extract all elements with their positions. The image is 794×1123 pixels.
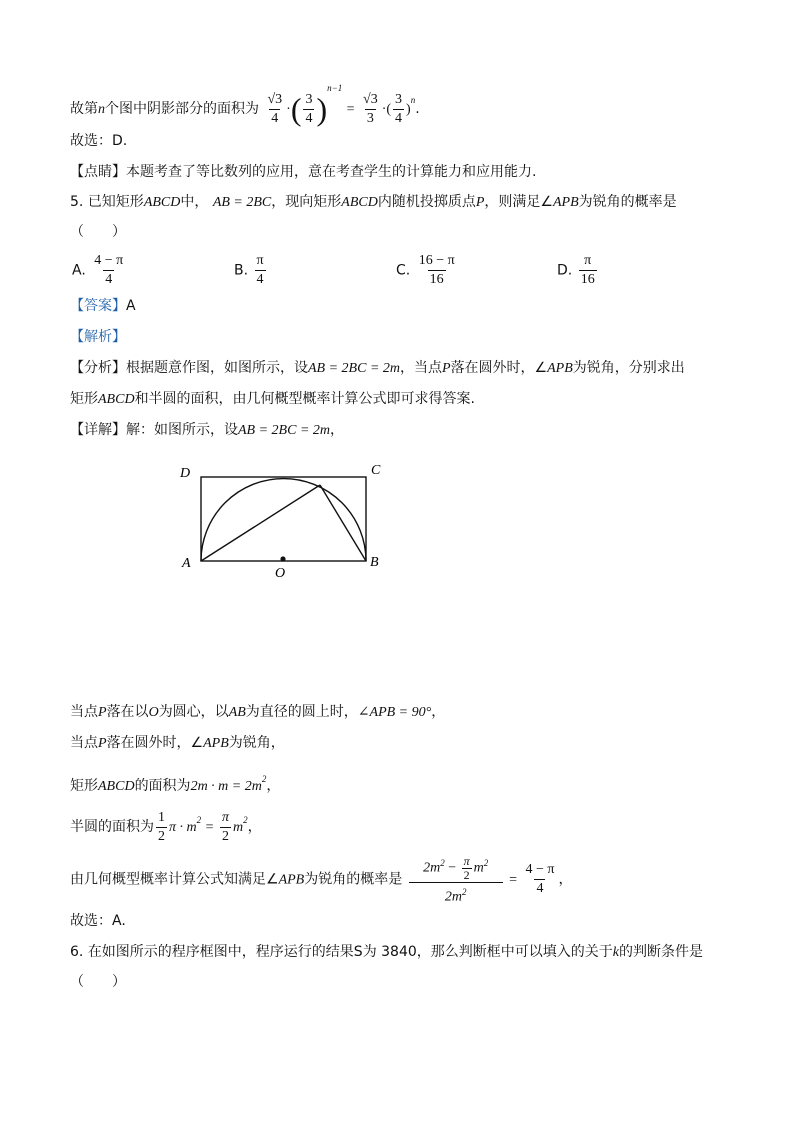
probability-fraction [409, 852, 503, 907]
text: 矩形 [70, 391, 98, 407]
text: 落在以 [106, 704, 149, 720]
text: 当点 [70, 735, 98, 751]
var-m: m [232, 820, 244, 835]
option-b[interactable] [234, 252, 268, 289]
option-a[interactable] [72, 252, 127, 289]
option-label: B. [234, 262, 249, 279]
step-1 [70, 702, 445, 723]
text: 中， [180, 194, 209, 210]
text: 为锐角，分别求出 [572, 360, 685, 376]
text: 半圆的面积为 [70, 819, 154, 835]
denominator: 4 [271, 110, 279, 126]
fraction-sqrt3-over-3 [361, 91, 380, 128]
fenxi-tag: 【分析】 [70, 360, 126, 376]
choose-a: 故选：A. [70, 913, 126, 929]
denominator: 3 [366, 110, 374, 126]
step-4 [70, 800, 262, 848]
text: 为直径的圆上时， [245, 704, 358, 720]
dianjing-line [70, 162, 536, 182]
var-m: m [473, 860, 484, 876]
fenxi-line-2 [70, 389, 475, 410]
text: 内随机投掷质点 [377, 194, 476, 210]
segment-pb [320, 485, 366, 561]
text: ， [247, 819, 262, 835]
denominator: 4 [256, 272, 264, 287]
denominator: 16 [580, 272, 595, 287]
var-p: P [442, 361, 451, 376]
dot: · [381, 102, 387, 117]
minus: − [448, 860, 457, 876]
equals: = [346, 102, 355, 117]
text: ， [266, 778, 281, 794]
fraction-3-over-4 [303, 91, 314, 128]
fraction-pi-over-2 [462, 855, 472, 882]
pi-m: π · m [169, 820, 197, 835]
var-abcd: ABCD [98, 392, 135, 407]
period: . [415, 101, 420, 117]
text: ，当点 [400, 360, 442, 376]
xiangjie-tag: 【详解】 [70, 422, 126, 438]
var-k: k [612, 945, 619, 960]
numerator: π [256, 253, 264, 268]
var-abcd: ABCD [143, 195, 181, 210]
denominator: 2 [158, 828, 165, 844]
option-fraction [255, 252, 266, 289]
exponent: 2 [261, 774, 267, 784]
numerator: 4 − π [94, 253, 124, 268]
fraction-sqrt3-over-4 [265, 91, 284, 128]
text: 故第 [70, 101, 98, 117]
xiangjie-line [70, 420, 344, 441]
exponent: 2 [243, 815, 248, 825]
text: 为锐角的概率是 [578, 194, 677, 210]
exponent: 2 [440, 858, 445, 868]
numerator: 3 [305, 91, 313, 107]
denominator [409, 882, 503, 907]
term: 2m [423, 860, 441, 876]
text: 落在圆外时，∠ [450, 360, 548, 376]
answer-value: A [126, 298, 136, 314]
text: 为锐角的概率是 [304, 871, 403, 888]
exponent: 2 [461, 886, 467, 897]
text: 落在圆外时，∠ [106, 735, 204, 751]
question-number: 5. [70, 194, 84, 210]
condition: AB = 2BC [212, 195, 272, 210]
dot: · [286, 102, 291, 117]
jiexi-line [70, 327, 126, 347]
condition: AB = 2BC = 2m [238, 423, 330, 438]
exponent: n−1 [327, 83, 343, 93]
term: 2m [444, 889, 462, 905]
text: 当点 [70, 704, 98, 720]
option-label: A. [72, 262, 86, 279]
left-paren-small: ( [386, 102, 392, 117]
result-fraction [523, 861, 556, 898]
fraction-half [156, 809, 167, 846]
var-ab: AB [228, 705, 246, 720]
text: 在如图所示的程序框图中，程序运行的结果S为 3840，那么判断框中可以填入的关于 [87, 944, 613, 960]
numerator: π [584, 253, 592, 268]
choose-d: 故选：D. [70, 133, 128, 149]
option-d[interactable] [557, 252, 599, 289]
option-fraction [92, 252, 125, 289]
denominator: 2 [463, 867, 470, 882]
numerator: √3 [267, 91, 283, 107]
text: ， [330, 422, 344, 438]
condition: AB = 2BC = 2m [308, 361, 400, 376]
exponent: 2 [483, 858, 489, 868]
numerator: √3 [363, 91, 378, 107]
geometry-figure [170, 455, 400, 589]
text: 解：如图所示，设 [126, 422, 238, 438]
var-apb: APB [547, 361, 573, 376]
exponent: n [410, 95, 416, 105]
text: ， [431, 704, 446, 720]
question-5-paren: （ ） [70, 224, 126, 240]
text: 已知矩形 [87, 194, 144, 210]
equation: 2m · m = 2m [190, 779, 262, 794]
denominator: 4 [536, 880, 544, 896]
text: 的判断条件是 [619, 944, 703, 960]
question-6-paren: （ ） [70, 974, 126, 990]
answer-tag: 【答案】 [70, 298, 126, 314]
left-paren: ( [290, 91, 302, 127]
step-5 [70, 852, 572, 907]
label-a: A [182, 556, 191, 571]
numerator: 4 − π [525, 861, 555, 877]
var-apb: APB [552, 195, 579, 210]
var-apb: APB [278, 872, 305, 888]
denominator: 2 [221, 828, 229, 844]
dianjing-tag: 【点睛】 [70, 164, 126, 180]
denominator: 16 [429, 272, 444, 287]
label-o: O [275, 566, 286, 581]
text: ，则满足∠ [484, 194, 553, 210]
var-p: P [475, 195, 485, 210]
text: 的面积为 [134, 778, 191, 794]
var-abcd: ABCD [98, 779, 135, 794]
fraction-3-over-4 [393, 91, 404, 128]
var-p: P [98, 736, 107, 751]
numerator [421, 852, 490, 882]
equation: ∠APB = 90° [357, 705, 432, 720]
center-point-o [280, 556, 285, 561]
label-d: D [180, 466, 191, 481]
equals: = [205, 820, 214, 835]
denominator: 4 [305, 110, 313, 126]
text: 为圆心，以 [158, 704, 229, 720]
var-apb: APB [203, 736, 229, 751]
numerator: π [221, 809, 229, 825]
numerator: 1 [158, 809, 165, 825]
var-o: O [148, 705, 159, 720]
segment-ap [201, 485, 320, 561]
area-formula-line [70, 78, 420, 128]
text: 为锐角， [228, 735, 285, 751]
fraction-pi-over-2 [220, 809, 231, 846]
numerator: π [463, 853, 470, 868]
option-c[interactable] [396, 252, 459, 289]
var-p: P [98, 705, 107, 720]
question-number: 6. [70, 944, 84, 960]
text: 矩形 [70, 778, 98, 794]
denominator: 4 [395, 110, 403, 126]
label-c: C [371, 463, 381, 478]
numerator: 3 [395, 91, 403, 107]
option-fraction [579, 252, 597, 289]
label-b: B [370, 555, 379, 570]
equals: = [509, 872, 518, 888]
option-label: D. [557, 262, 573, 279]
jiexi-tag: 【解析】 [70, 329, 126, 345]
option-label: C. [396, 262, 411, 279]
text: 根据题意作图，如图所示，设 [126, 360, 308, 376]
step-2 [70, 733, 285, 754]
step-3 [70, 769, 280, 797]
text: 个图中阴影部分的面积为 [105, 101, 259, 117]
question-5-line [70, 192, 677, 213]
right-paren: ) [316, 91, 328, 127]
rectangle-semicircle-diagram [170, 455, 400, 585]
numerator: 16 − π [418, 253, 455, 268]
denominator: 4 [105, 272, 113, 287]
var-abcd: ABCD [341, 195, 378, 210]
text: ， [558, 871, 573, 888]
exponent: 2 [196, 815, 202, 825]
answer-line [70, 296, 136, 316]
text: 由几何概型概率计算公式知满足∠ [70, 871, 279, 888]
dianjing-text: 本题考查了等比数列的应用，意在考查学生的计算能力和应用能力. [126, 164, 537, 180]
text: 和半圆的面积，由几何概型概率计算公式即可求得答案. [134, 391, 476, 407]
text: ，现向矩形 [271, 194, 342, 210]
question-6-line [70, 942, 703, 963]
fenxi-line-1 [70, 358, 685, 379]
option-fraction [417, 252, 457, 289]
var-n: n [98, 102, 105, 117]
right-paren-small: ) [406, 102, 411, 117]
